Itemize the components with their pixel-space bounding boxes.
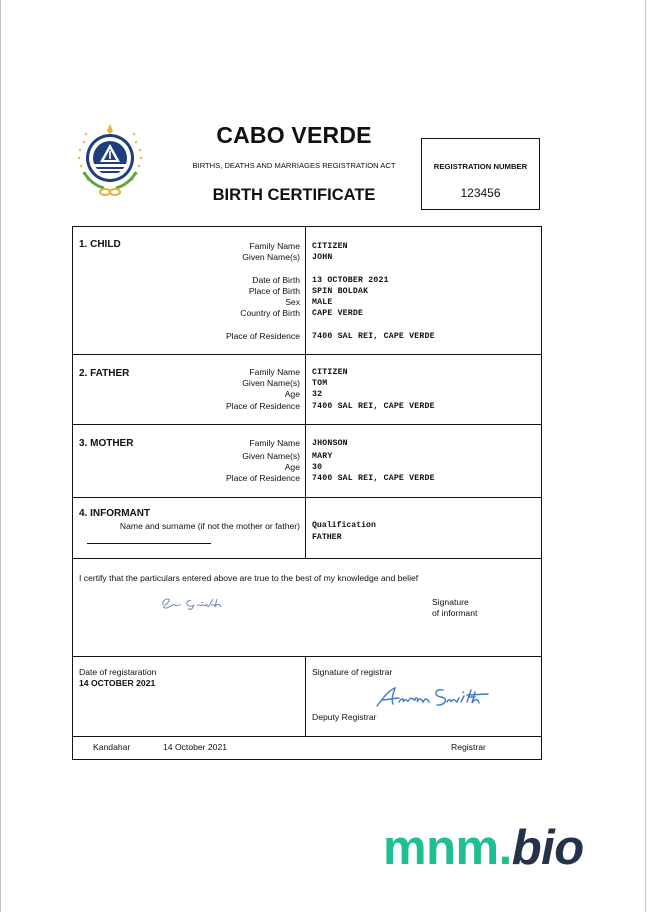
field-value: 7400 SAL REI, CAPE VERDE <box>312 402 435 411</box>
qualification-label: Qualification <box>312 521 376 530</box>
field-label: Given Name(s) <box>242 451 300 461</box>
field-label: Family Name <box>249 438 300 448</box>
informant-signature-icon <box>157 593 237 613</box>
registration-number-value: 123456 <box>460 186 501 200</box>
field-row <box>73 286 541 297</box>
field-value: 32 <box>312 390 323 399</box>
field-value: SPIN BOLDAK <box>312 287 369 296</box>
field-label: Country of Birth <box>240 308 300 318</box>
field-row <box>73 462 541 473</box>
column-divider <box>305 657 306 736</box>
field-value: 13 OCTOBER 2021 <box>312 276 389 285</box>
section-heading: 2. FATHER <box>79 368 130 379</box>
field-row <box>73 308 541 319</box>
section-mother <box>73 425 541 498</box>
field-label: Age <box>284 389 300 399</box>
field-row <box>73 389 541 400</box>
field-row <box>73 252 541 263</box>
watermark-part2: bio <box>511 821 584 875</box>
page-edge <box>0 0 1 912</box>
field-value: 30 <box>312 463 323 472</box>
field-row <box>73 241 541 252</box>
page-edge <box>645 0 646 912</box>
field-row <box>73 367 541 378</box>
field-row <box>73 331 541 342</box>
signature-label: Signature <box>432 597 469 607</box>
field-value: 7400 SAL REI, CAPE VERDE <box>312 332 435 341</box>
footer-date: 14 October 2021 <box>163 742 228 752</box>
field-label: Place of Birth <box>248 286 300 296</box>
qualification-value: FATHER <box>312 533 342 542</box>
field-row <box>73 451 541 462</box>
field-value: MALE <box>312 298 333 307</box>
informant-name-line <box>87 543 211 544</box>
country-title: CABO VERDE <box>216 122 372 148</box>
footer-place: Kandahar <box>93 742 131 752</box>
field-label: Date of Birth <box>252 275 300 285</box>
informant-qualification <box>312 520 376 544</box>
section-heading: 4. INFORMANT <box>79 508 151 519</box>
field-value: CITIZEN <box>312 368 348 377</box>
field-label: Family Name <box>249 241 300 251</box>
field-value: TOM <box>312 379 328 388</box>
registration-date-value: 14 OCTOBER 2021 <box>79 678 156 688</box>
field-label: Given Name(s) <box>242 378 300 388</box>
field-value: MARY <box>312 452 333 461</box>
registration-number-box <box>421 138 540 210</box>
field-label: Family Name <box>249 367 300 377</box>
watermark-part1: mnm. <box>383 821 512 875</box>
field-label: Age <box>284 462 300 472</box>
informant-subtitle: Name and surname (if not the mother or father) <box>119 521 300 531</box>
field-value: JHONSON <box>312 439 348 448</box>
section-father <box>73 355 541 425</box>
coat-of-arms-icon <box>70 120 150 200</box>
section-heading: 1. CHILD <box>79 239 121 250</box>
signature-label: of informant <box>432 607 478 618</box>
field-label: Place of Residence <box>225 401 300 411</box>
act-subtitle: BIRTHS, DEATHS AND MARRIAGES REGISTRATION ACT <box>192 161 396 170</box>
section-footer <box>73 737 541 759</box>
certification-text: I certify that the particulars entered above are true to the best of my knowledge and belief <box>79 573 419 583</box>
field-value: CAPE VERDE <box>312 309 364 318</box>
registration-number-label: REGISTRATION NUMBER <box>433 162 528 171</box>
field-label: Place of Residence <box>225 473 300 483</box>
registration-date-label: Date of registaration <box>79 667 157 677</box>
field-row <box>73 297 541 308</box>
section-informant <box>73 498 541 559</box>
certificate-table <box>72 226 542 760</box>
field-value: 7400 SAL REI, CAPE VERDE <box>312 474 435 483</box>
field-row <box>73 438 541 449</box>
field-row <box>73 378 541 389</box>
watermark-logo <box>383 818 584 878</box>
informant-signature-label <box>432 597 477 618</box>
column-divider <box>305 498 306 558</box>
field-label: Given Name(s) <box>242 252 300 262</box>
registrar-signature-label: Signature of registrar <box>312 667 393 677</box>
field-row <box>73 275 541 286</box>
field-value: JOHN <box>312 253 333 262</box>
footer-role: Registrar <box>451 742 486 752</box>
section-registration <box>73 657 541 737</box>
field-label: Place of Residence <box>225 331 300 341</box>
section-heading: 3. MOTHER <box>79 438 134 449</box>
section-child <box>73 227 541 355</box>
document-title: BIRTH CERTIFICATE <box>212 186 376 204</box>
field-row <box>73 473 541 484</box>
field-label: Sex <box>285 297 300 307</box>
field-value: CITIZEN <box>312 242 348 251</box>
registrar-signature-icon <box>371 684 489 710</box>
field-row <box>73 401 541 412</box>
deputy-registrar-label: Deputy Registrar <box>312 712 377 722</box>
section-certification <box>73 559 541 657</box>
